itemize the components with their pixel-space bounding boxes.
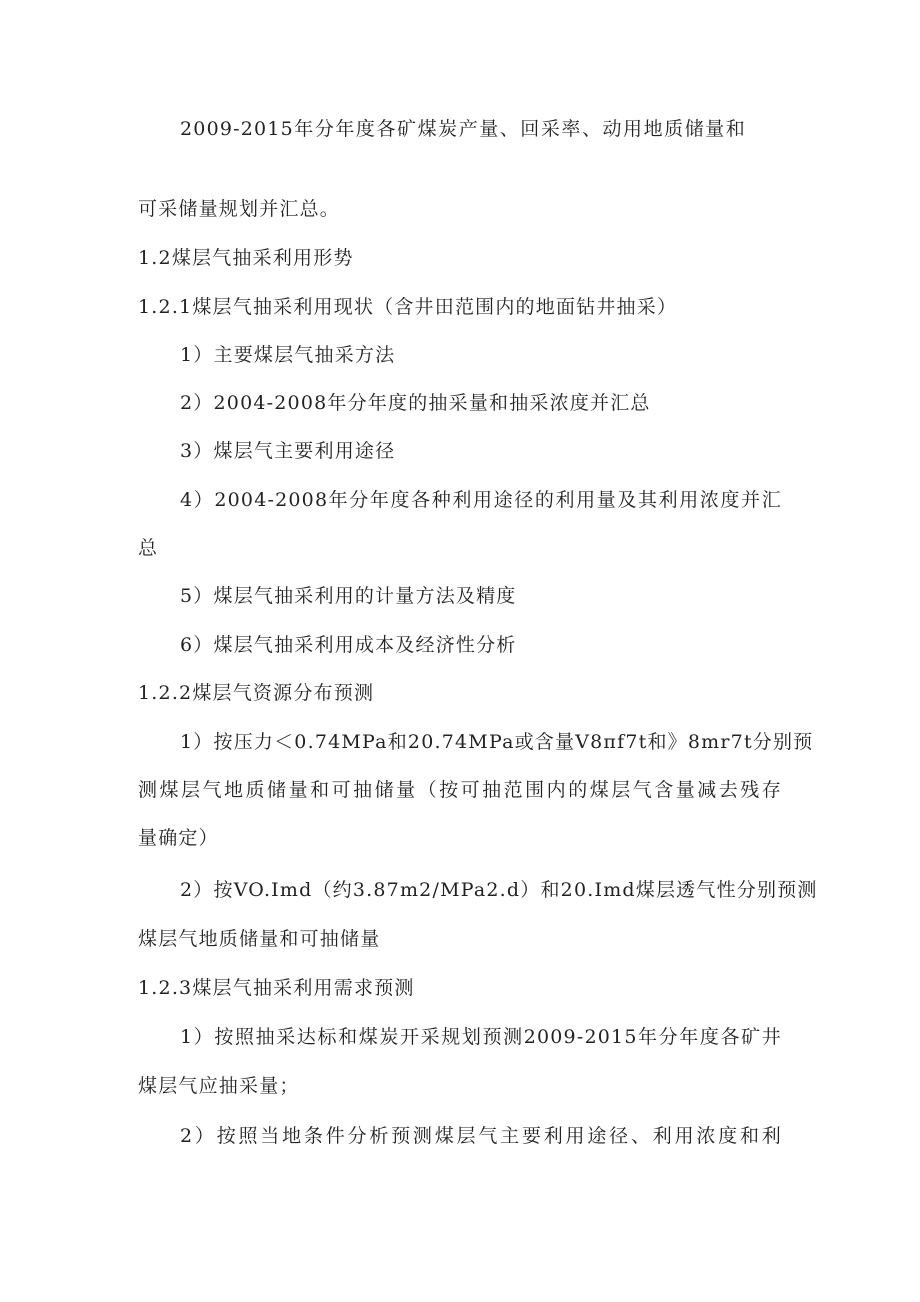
list-item-continuation: 量确定） [138,827,219,849]
list-item: 5）煤层气抽采利用的计量方法及精度 [180,585,517,607]
paragraph-line: 可采储量规划并汇总。 [138,198,341,220]
subsection-heading: 1.2.1煤层气抽采利用现状（含井田范围内的地面钻井抽采） [138,296,678,318]
subsection-heading: 1.2.2煤层气资源分布预测 [138,682,375,704]
list-item: 2）按照当地条件分析预测煤层气主要利用途径、利用浓度和利 [180,1125,782,1147]
list-item-continuation: 测煤层气地质储量和可抽储量（按可抽范围内的煤层气含量减去残存 [138,779,782,801]
list-item: 2）按VO.Imd（约3.87m2/MPa2.d）和20.Imd煤层透气性分别预测 [180,879,818,901]
list-item: 3）煤层气主要利用途径 [180,440,396,462]
list-item: 1）按压力＜0.74MPa和20.74MPa或含量V8πf7t和》8mr7t分别预 [180,731,814,753]
list-item: 1）主要煤层气抽采方法 [180,344,396,366]
paragraph-line: 2009-2015年分年度各矿煤炭产量、回采率、动用地质储量和 [180,118,746,140]
list-item-continuation: 煤层气地质储量和可抽储量 [138,928,381,950]
section-heading: 1.2煤层气抽采利用形势 [138,247,354,269]
list-item: 4）2004-2008年分年度各种利用途径的利用量及其利用浓度并汇 [180,489,782,511]
list-item: 2）2004-2008年分年度的抽采量和抽采浓度并汇总 [180,392,651,414]
list-item: 6）煤层气抽采利用成本及经济性分析 [180,634,517,656]
list-item-continuation: 总 [138,537,159,559]
list-item: 1）按照抽采达标和煤炭开采规划预测2009-2015年分年度各矿井 [180,1026,782,1048]
subsection-heading: 1.2.3煤层气抽采利用需求预测 [138,977,415,999]
list-item-continuation: 煤层气应抽采量； [138,1075,300,1097]
